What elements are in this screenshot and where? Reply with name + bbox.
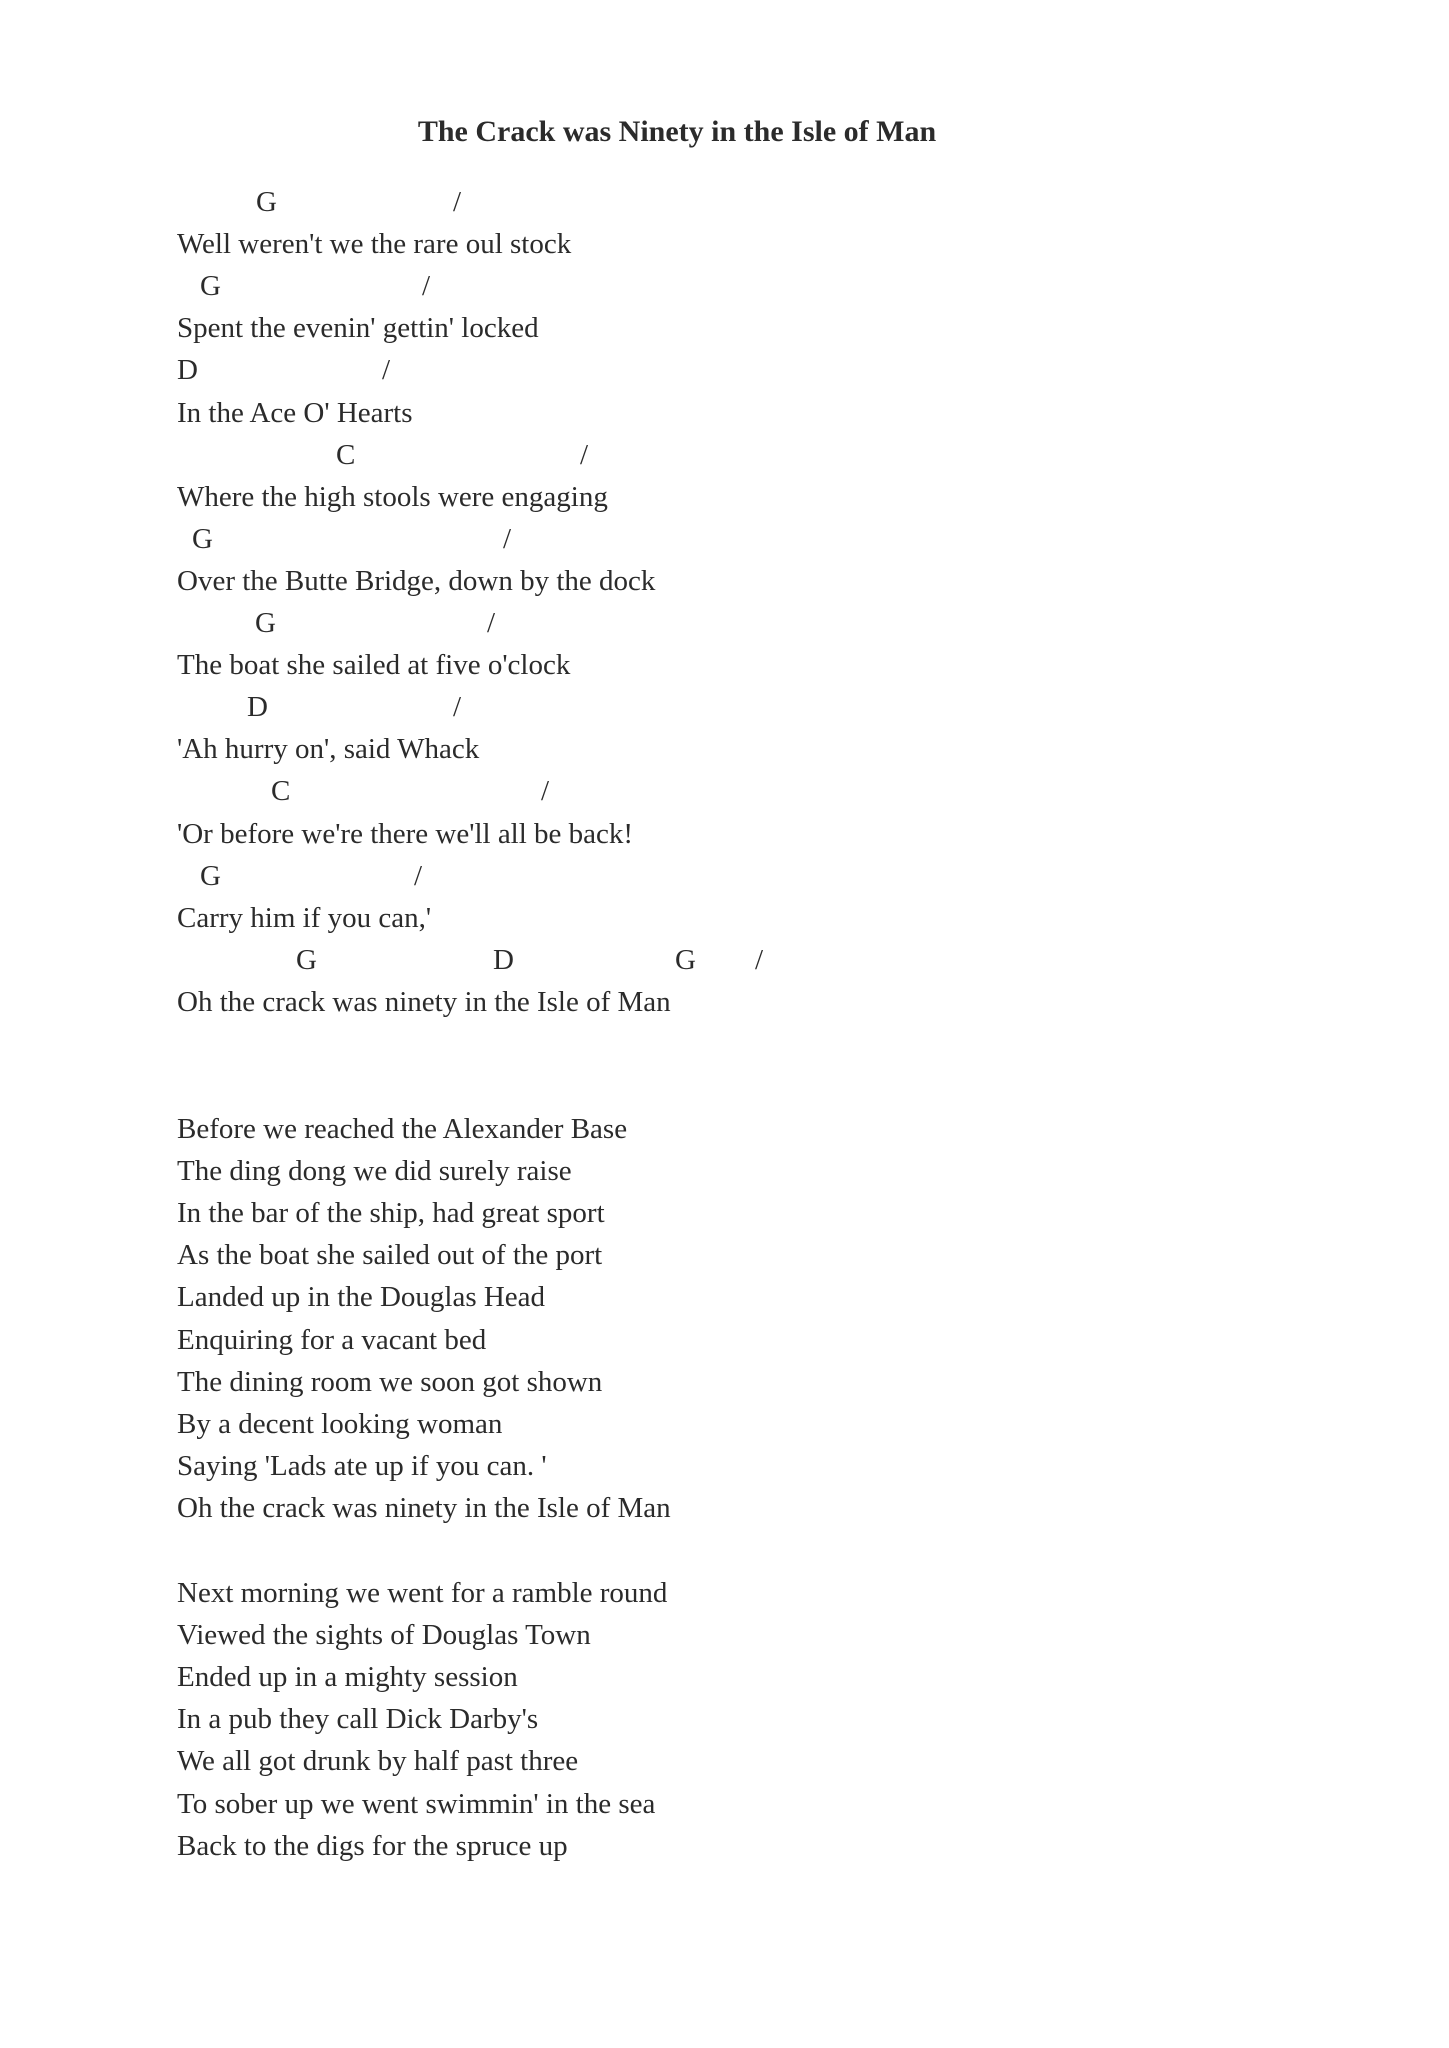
chord-symbol: G — [200, 270, 221, 303]
lyric-line: Where the high stools were engaging — [177, 480, 608, 513]
lyric-line: 'Ah hurry on', said Whack — [177, 733, 480, 766]
lyric-line: Back to the digs for the spruce up — [177, 1829, 568, 1862]
lyric-line: Carry him if you can,' — [177, 901, 432, 934]
lyric-line: As the boat she sailed out of the port — [177, 1239, 603, 1272]
lyric-line: Landed up in the Douglas Head — [177, 1281, 546, 1314]
chord-slash-marker: / — [453, 186, 462, 218]
chord-line — [0, 352, 1449, 388]
lyric-line: Ended up in a mighty session — [177, 1661, 518, 1694]
chord-symbol: G — [675, 943, 696, 976]
chord-slash-marker: / — [382, 354, 391, 387]
chord-line — [0, 605, 1449, 641]
chord-slash-marker: / — [414, 859, 423, 892]
lyric-line: Before we reached the Alexander Base — [177, 1113, 628, 1145]
chord-slash-marker: / — [487, 607, 496, 639]
lyric-line: Oh the crack was ninety in the Isle of Man — [177, 985, 671, 1018]
lyric-line: Saying 'Lads ate up if you can. ' — [177, 1449, 547, 1482]
lyric-line: Well weren't we the rare oul stock — [177, 228, 572, 261]
lyric-line: The boat she sailed at five o'clock — [177, 649, 571, 682]
chord-line — [0, 942, 1449, 978]
chord-slash-marker: / — [580, 438, 589, 471]
chord-symbol: G — [296, 943, 317, 976]
lyric-line: Viewed the sights of Douglas Town — [177, 1619, 591, 1652]
chord-symbol: D — [177, 354, 198, 387]
lyric-line: We all got drunk by half past three — [177, 1745, 579, 1778]
lyric-line: In a pub they call Dick Darby's — [177, 1703, 539, 1736]
lyric-line: The dining room we soon got shown — [177, 1365, 603, 1398]
lyric-line: Next morning we went for a ramble round — [177, 1577, 668, 1609]
chord-line — [0, 773, 1449, 809]
lyric-line: To sober up we went swimmin' in the sea — [177, 1787, 656, 1820]
chord-slash-marker: / — [503, 522, 512, 555]
lyric-line: 'Or before we're there we'll all be back! — [177, 817, 634, 850]
chord-slash-marker: / — [541, 775, 550, 808]
lyric-line: In the Ace O' Hearts — [177, 396, 413, 429]
chord-line — [0, 689, 1449, 725]
chord-symbol: G — [200, 859, 221, 892]
lyric-line: In the bar of the ship, had great sport — [177, 1197, 605, 1230]
chord-slash-marker: / — [422, 270, 431, 303]
lyric-line: Over the Butte Bridge, down by the dock — [177, 564, 656, 597]
chord-slash-marker: / — [755, 943, 764, 976]
chord-symbol: D — [493, 943, 514, 976]
chord-symbol: D — [247, 691, 268, 724]
lyric-line: Spent the evenin' gettin' locked — [177, 312, 539, 345]
chord-symbol: C — [336, 438, 356, 471]
chord-slash-marker: / — [453, 691, 462, 724]
lyric-line: Oh the crack was ninety in the Isle of Man — [177, 1491, 671, 1524]
chord-line — [0, 858, 1449, 894]
chord-line — [0, 521, 1449, 557]
lyric-line: By a decent looking woman — [177, 1407, 503, 1440]
chord-symbol: G — [256, 186, 277, 218]
chord-symbol: G — [255, 607, 276, 639]
chord-symbol: C — [271, 775, 291, 808]
chord-line — [0, 268, 1449, 304]
lyric-line: Enquiring for a vacant bed — [177, 1323, 487, 1356]
chord-line — [0, 437, 1449, 473]
chord-line — [0, 184, 1449, 220]
chord-symbol: G — [192, 522, 213, 555]
song-title: The Crack was Ninety in the Isle of Man — [417, 115, 937, 148]
lyric-line: The ding dong we did surely raise — [177, 1155, 572, 1188]
